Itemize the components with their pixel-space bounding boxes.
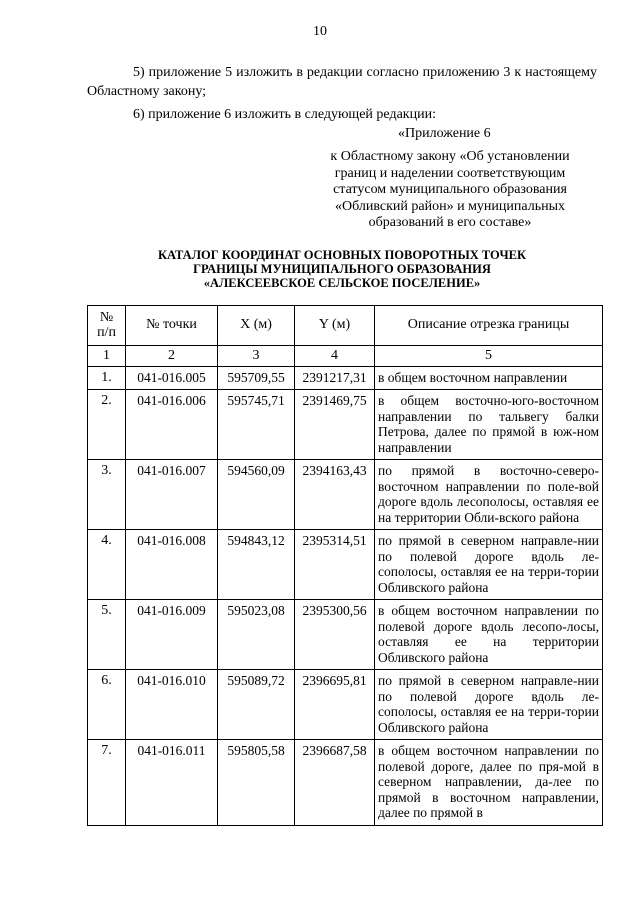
appendix-caption-line: к Областному закону «Об установлении (330, 149, 570, 164)
table-row (88, 670, 603, 740)
coord-y: 2396695,81 (295, 670, 375, 740)
coord-y: 2391469,75 (295, 390, 375, 460)
table-header-row (88, 306, 603, 346)
row-number: 1. (88, 366, 126, 390)
table-row (88, 600, 603, 670)
point-id: 041-016.009 (126, 600, 218, 670)
page-number: 10 (313, 24, 327, 39)
point-id: 041-016.006 (126, 390, 218, 460)
appendix-caption (300, 149, 600, 232)
coord-x: 594843,12 (218, 530, 295, 600)
point-id: 041-016.005 (126, 366, 218, 390)
row-number: 4. (88, 530, 126, 600)
segment-description: в общем восточном направлении по полевой дороге, далее по пря-мой в северном направлении, да-лее по прямой в восточном направлении, далее по прямой в (375, 740, 603, 826)
catalog-title-line: КАТАЛОГ КООРДИНАТ ОСНОВНЫХ ПОВОРОТНЫХ ТОЧЕК (157, 248, 527, 262)
catalog-title-line: ГРАНИЦЫ МУНИЦИПАЛЬНОГО ОБРАЗОВАНИЯ (193, 262, 491, 276)
coord-x: 595805,58 (218, 740, 295, 826)
table-row (88, 390, 603, 460)
catalog-title (87, 248, 597, 290)
column-index: 4 (295, 346, 375, 367)
column-index: 2 (126, 346, 218, 367)
column-index: 3 (218, 346, 295, 367)
coord-x: 595023,08 (218, 600, 295, 670)
coord-y: 2394163,43 (295, 460, 375, 530)
segment-description: по прямой в восточно-северо-восточном направлении по поле-вой дороге вдоль лесополосы, оставляя ее на территории Обли-вского района (375, 460, 603, 530)
column-index-row (88, 346, 603, 367)
header-x: X (м) (218, 306, 295, 346)
segment-description: в общем восточно-юго-восточном направлении по тальвегу балки Петрова, далее по прямой в юж-ном направлении (375, 390, 603, 460)
column-index: 5 (375, 346, 603, 367)
segment-description: в общем восточном направлении по полевой дороге вдоль лесопо-лосы, оставляя ее на территории Обливского района (375, 600, 603, 670)
catalog-title-line: «АЛЕКСЕЕВСКОЕ СЕЛЬСКОЕ ПОСЕЛЕНИЕ» (203, 276, 481, 290)
column-index: 1 (88, 346, 126, 367)
header-description: Описание отрезка границы (375, 306, 603, 346)
appendix-caption-line: образований в его составе» (368, 215, 532, 230)
appendix-caption-line: «Обливский район» и муниципальных (334, 198, 565, 214)
appendix-caption-line: статусом муниципального образования (333, 182, 567, 197)
paragraph-item-6: 6) приложение 6 изложить в следующей редакции: (133, 107, 436, 122)
table-row (88, 530, 603, 600)
appendix-title: «Приложение 6 (398, 126, 491, 141)
table-row (88, 460, 603, 530)
point-id: 041-016.011 (126, 740, 218, 826)
segment-description: в общем восточном направлении (375, 366, 603, 390)
coord-x: 595709,55 (218, 366, 295, 390)
header-number-abbrev: п/п (97, 325, 116, 340)
point-id: 041-016.010 (126, 670, 218, 740)
segment-description: по прямой в северном направле-нии по полевой дороге вдоль ле-сополосы, оставляя ее на терри-тории Обливского района (375, 670, 603, 740)
point-id: 041-016.007 (126, 460, 218, 530)
coord-y: 2396687,58 (295, 740, 375, 826)
row-number: 7. (88, 740, 126, 826)
point-id: 041-016.008 (126, 530, 218, 600)
coord-y: 2395314,51 (295, 530, 375, 600)
coord-x: 594560,09 (218, 460, 295, 530)
table-row (88, 366, 603, 390)
coord-y: 2391217,31 (295, 366, 375, 390)
header-number-sign: № (99, 309, 114, 325)
coord-x: 595089,72 (218, 670, 295, 740)
paragraph-item-5: 5) приложение 5 изложить в редакции согласно приложению 3 к настоящему Областному закону; (87, 65, 597, 99)
row-number: 6. (88, 670, 126, 740)
header-y: Y (м) (295, 306, 375, 346)
segment-description: по прямой в северном направле-нии по полевой дороге вдоль ле-сополосы, оставляя ее на терри-тории Обливского района (375, 530, 603, 600)
row-number: 3. (88, 460, 126, 530)
coord-x: 595745,71 (218, 390, 295, 460)
row-number: 5. (88, 600, 126, 670)
coordinates-table (87, 305, 603, 826)
table-row (88, 740, 603, 826)
row-number: 2. (88, 390, 126, 460)
header-point: № точки (126, 306, 218, 346)
header-row-number (88, 306, 126, 346)
coord-y: 2395300,56 (295, 600, 375, 670)
appendix-caption-line: границ и наделении соответствующим (334, 165, 566, 181)
